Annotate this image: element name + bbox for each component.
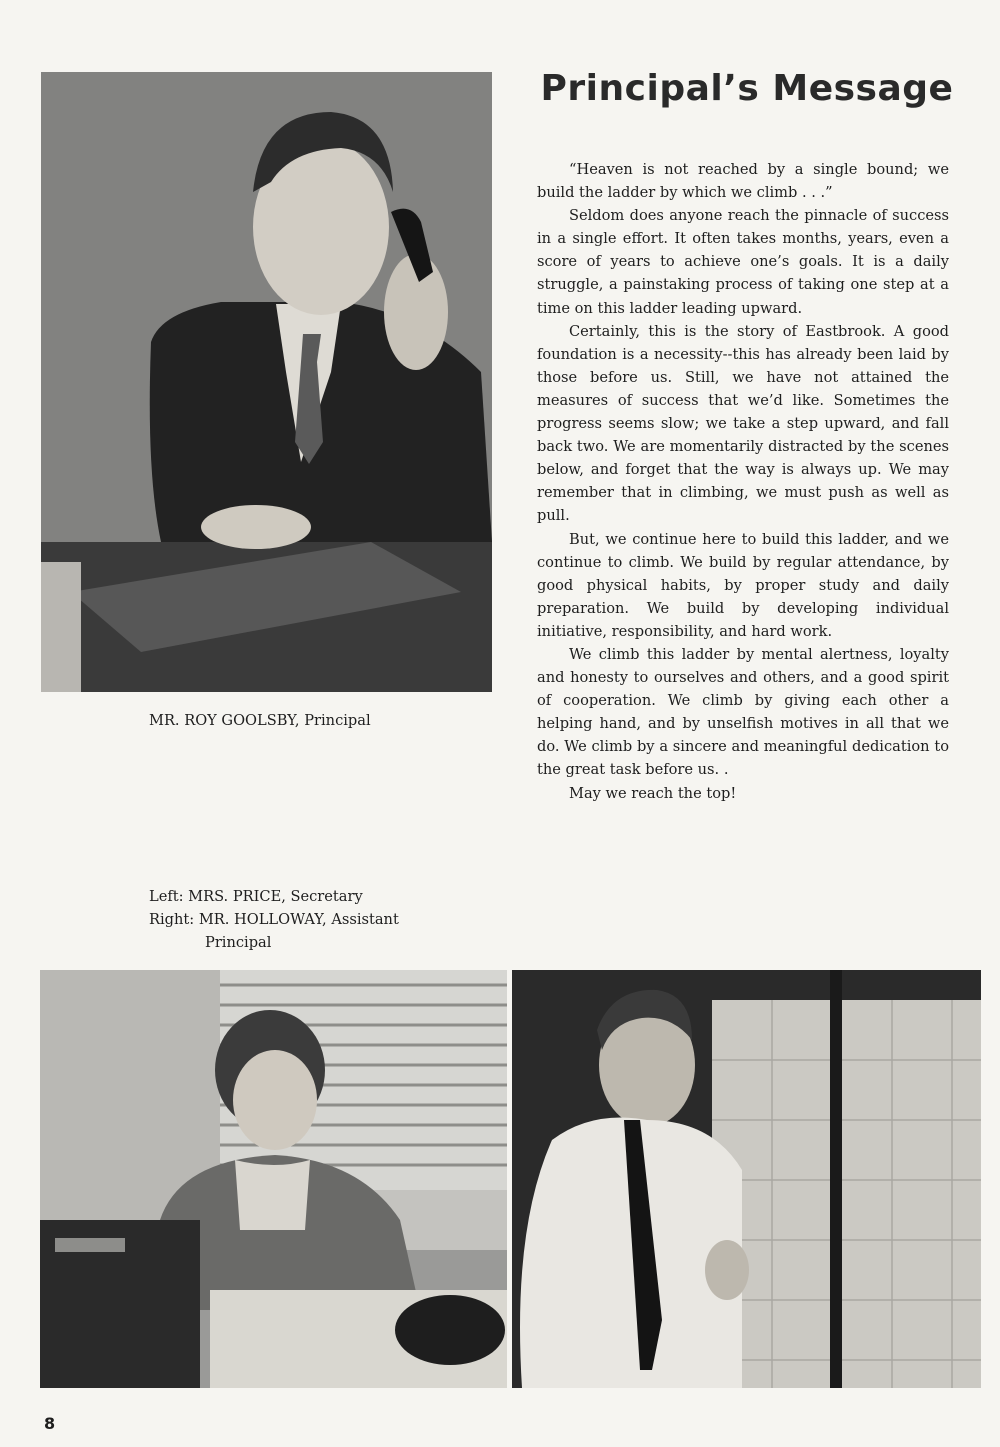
principal-caption: MR. ROY GOOLSBY, Principal bbox=[149, 712, 371, 729]
staff-caption bbox=[149, 885, 399, 954]
staff-caption-right: Right: MR. HOLLOWAY, Assistant bbox=[149, 911, 399, 928]
secretary-photo bbox=[40, 970, 507, 1388]
message-paragraph: Seldom does anyone reach the pinnacle of success in a single effort. It often takes months, years, even a score of years to achieve one’s goals. It is a daily struggle, a painstaking process of taking one step at a time on this ladder leading upward. bbox=[537, 207, 949, 317]
principal-message bbox=[537, 158, 949, 805]
staff-caption-left: Left: MRS. PRICE, Secretary bbox=[149, 888, 363, 905]
principal-photo bbox=[41, 72, 492, 692]
message-paragraph: Certainly, this is the story of Eastbrook. A good foundation is a necessity--this has already been laid by those before us. Still, we have not attained the measures of success that we’d like. Sometimes the progress seems slow; we take a step upward, and fall back two. We are momentarily distracted by the scenes below, and forget that the way is always up. We may remember that in climbing, we must push as well as pull. bbox=[537, 322, 949, 525]
staff-caption-right-cont: Principal bbox=[205, 934, 272, 951]
message-paragraph: We climb this ladder by mental alertness, loyalty and honesty to ourselves and others, and a good spirit of cooperation. We climb by giving each other a helping hand, and by unselfish motives in all that we do. We climb by a sincere and meaningful dedication to the great task before us. . bbox=[537, 645, 949, 779]
message-paragraph: “Heaven is not reached by a single bound; we build the ladder by which we climb . . .” bbox=[537, 161, 949, 202]
message-paragraph: May we reach the top! bbox=[569, 784, 737, 802]
message-paragraph: But, we continue here to build this ladder, and we continue to climb. We build by regular attendance, by good physical habits, by proper study and daily preparation. We build by developing individual initiative, responsibility, and hard work. bbox=[537, 530, 949, 640]
page-number: 8 bbox=[44, 1414, 56, 1433]
page-title: Principal’s Message bbox=[540, 68, 954, 109]
assistant-principal-photo bbox=[512, 970, 981, 1388]
